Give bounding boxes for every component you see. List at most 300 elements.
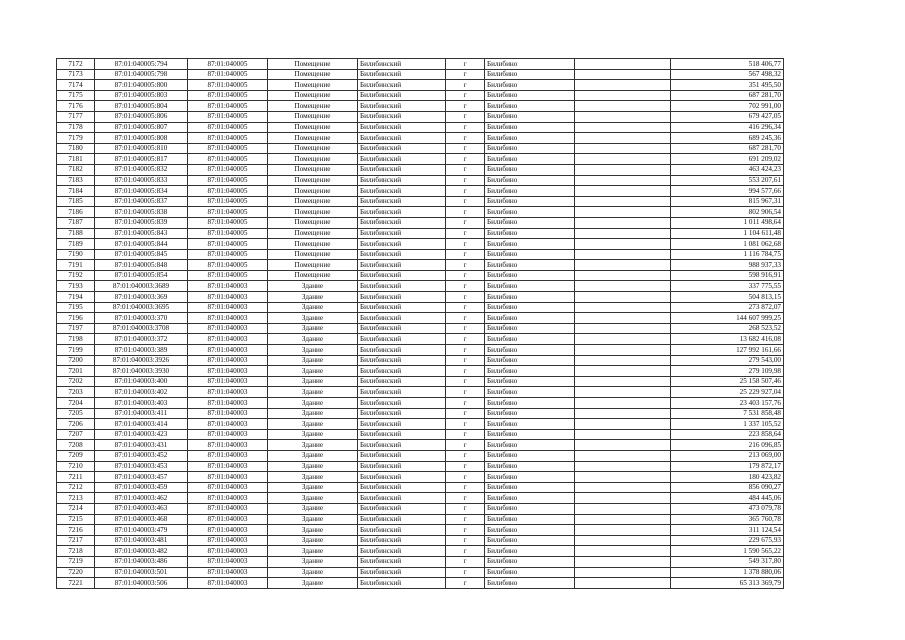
address-cell xyxy=(575,313,671,324)
object-type-cell: Здание xyxy=(268,345,358,356)
address-cell xyxy=(575,270,671,281)
address-cell xyxy=(575,80,671,91)
locality-cell: Билибино xyxy=(485,154,575,165)
address-cell xyxy=(575,578,671,589)
locality-cell: Билибино xyxy=(485,249,575,260)
cadastral-quarter-cell: 87:01:040003 xyxy=(188,323,268,334)
row-number-cell: 7205 xyxy=(57,408,95,419)
table-row xyxy=(57,472,784,483)
row-number-cell: 7179 xyxy=(57,133,95,144)
cadastral-value-cell: 1 378 880,06 xyxy=(671,567,784,578)
address-cell xyxy=(575,546,671,557)
address-cell xyxy=(575,292,671,303)
table-row xyxy=(57,292,784,303)
table-row xyxy=(57,228,784,239)
district-cell: Билибинский xyxy=(358,101,446,112)
locality-cell: Билибино xyxy=(485,90,575,101)
cadastral-number-cell: 87:01:040003:369 xyxy=(95,292,188,303)
address-cell xyxy=(575,493,671,504)
table-row xyxy=(57,281,784,292)
district-cell: Билибинский xyxy=(358,122,446,133)
row-number-cell: 7183 xyxy=(57,175,95,186)
cadastral-number-cell: 87:01:040005:806 xyxy=(95,111,188,122)
district-cell: Билибинский xyxy=(358,376,446,387)
cadastral-number-cell: 87:01:040005:843 xyxy=(95,228,188,239)
locality-type-cell: г xyxy=(446,387,485,398)
cadastral-value-cell: 223 858,64 xyxy=(671,429,784,440)
cadastral-number-cell: 87:01:040005:794 xyxy=(95,59,188,70)
cadastral-quarter-cell: 87:01:040003 xyxy=(188,334,268,345)
locality-cell: Билибино xyxy=(485,525,575,536)
address-cell xyxy=(575,398,671,409)
district-cell: Билибинский xyxy=(358,69,446,80)
table-row xyxy=(57,535,784,546)
cadastral-value-cell: 279 543,00 xyxy=(671,355,784,366)
table-row xyxy=(57,334,784,345)
cadastral-value-cell: 1 590 565,22 xyxy=(671,546,784,557)
object-type-cell: Здание xyxy=(268,514,358,525)
cadastral-value-cell: 279 109,98 xyxy=(671,366,784,377)
locality-type-cell: г xyxy=(446,239,485,250)
cadastral-quarter-cell: 87:01:040005 xyxy=(188,122,268,133)
cadastral-number-cell: 87:01:040003:3689 xyxy=(95,281,188,292)
object-type-cell: Здание xyxy=(268,387,358,398)
row-number-cell: 7212 xyxy=(57,482,95,493)
object-type-cell: Помещение xyxy=(268,111,358,122)
locality-type-cell: г xyxy=(446,578,485,589)
cadastral-value-cell: 687 281,70 xyxy=(671,143,784,154)
locality-type-cell: г xyxy=(446,355,485,366)
locality-type-cell: г xyxy=(446,59,485,70)
locality-cell: Билибино xyxy=(485,556,575,567)
cadastral-number-cell: 87:01:040003:423 xyxy=(95,429,188,440)
row-number-cell: 7214 xyxy=(57,503,95,514)
table-row xyxy=(57,154,784,165)
row-number-cell: 7202 xyxy=(57,376,95,387)
row-number-cell: 7187 xyxy=(57,217,95,228)
table-row xyxy=(57,376,784,387)
locality-type-cell: г xyxy=(446,461,485,472)
cadastral-quarter-cell: 87:01:040005 xyxy=(188,69,268,80)
district-cell: Билибинский xyxy=(358,514,446,525)
document-sheet xyxy=(56,58,783,589)
locality-cell: Билибино xyxy=(485,164,575,175)
row-number-cell: 7195 xyxy=(57,302,95,313)
district-cell: Билибинский xyxy=(358,578,446,589)
cadastral-number-cell: 87:01:040003:3930 xyxy=(95,366,188,377)
address-cell xyxy=(575,175,671,186)
address-cell xyxy=(575,366,671,377)
row-number-cell: 7192 xyxy=(57,270,95,281)
row-number-cell: 7176 xyxy=(57,101,95,112)
cadastral-number-cell: 87:01:040003:431 xyxy=(95,440,188,451)
district-cell: Билибинский xyxy=(358,270,446,281)
cadastral-number-cell: 87:01:040003:482 xyxy=(95,546,188,557)
cadastral-number-cell: 87:01:040003:452 xyxy=(95,450,188,461)
table-row xyxy=(57,440,784,451)
cadastral-quarter-cell: 87:01:040003 xyxy=(188,535,268,546)
locality-type-cell: г xyxy=(446,133,485,144)
locality-cell: Билибино xyxy=(485,398,575,409)
cadastral-quarter-cell: 87:01:040005 xyxy=(188,270,268,281)
cadastral-number-cell: 87:01:040005:837 xyxy=(95,196,188,207)
cadastral-quarter-cell: 87:01:040003 xyxy=(188,281,268,292)
cadastral-value-cell: 691 209,02 xyxy=(671,154,784,165)
object-type-cell: Здание xyxy=(268,398,358,409)
cadastral-value-cell: 268 523,52 xyxy=(671,323,784,334)
cadastral-quarter-cell: 87:01:040003 xyxy=(188,292,268,303)
cadastral-number-cell: 87:01:040005:803 xyxy=(95,90,188,101)
address-cell xyxy=(575,59,671,70)
cadastral-quarter-cell: 87:01:040003 xyxy=(188,503,268,514)
address-cell xyxy=(575,69,671,80)
cadastral-value-cell: 311 124,54 xyxy=(671,525,784,536)
locality-cell: Билибино xyxy=(485,387,575,398)
cadastral-quarter-cell: 87:01:040005 xyxy=(188,111,268,122)
cadastral-quarter-cell: 87:01:040003 xyxy=(188,493,268,504)
cadastral-number-cell: 87:01:040005:834 xyxy=(95,186,188,197)
row-number-cell: 7186 xyxy=(57,207,95,218)
cadastral-value-cell: 549 317,80 xyxy=(671,556,784,567)
row-number-cell: 7190 xyxy=(57,249,95,260)
cadastral-quarter-cell: 87:01:040003 xyxy=(188,387,268,398)
cadastral-value-cell: 802 906,54 xyxy=(671,207,784,218)
district-cell: Билибинский xyxy=(358,323,446,334)
cadastral-number-cell: 87:01:040005:798 xyxy=(95,69,188,80)
locality-cell: Билибино xyxy=(485,133,575,144)
object-type-cell: Помещение xyxy=(268,239,358,250)
locality-cell: Билибино xyxy=(485,207,575,218)
cadastral-quarter-cell: 87:01:040005 xyxy=(188,260,268,271)
cadastral-number-cell: 87:01:040003:402 xyxy=(95,387,188,398)
object-type-cell: Здание xyxy=(268,429,358,440)
cadastral-quarter-cell: 87:01:040003 xyxy=(188,429,268,440)
table-row xyxy=(57,366,784,377)
locality-type-cell: г xyxy=(446,270,485,281)
district-cell: Билибинский xyxy=(358,292,446,303)
table-row xyxy=(57,387,784,398)
cadastral-value-cell: 179 872,17 xyxy=(671,461,784,472)
row-number-cell: 7211 xyxy=(57,472,95,483)
object-type-cell: Здание xyxy=(268,334,358,345)
row-number-cell: 7175 xyxy=(57,90,95,101)
district-cell: Билибинский xyxy=(358,217,446,228)
locality-cell: Билибино xyxy=(485,493,575,504)
table-row xyxy=(57,302,784,313)
cadastral-value-cell: 473 079,78 xyxy=(671,503,784,514)
locality-type-cell: г xyxy=(446,101,485,112)
row-number-cell: 7185 xyxy=(57,196,95,207)
cadastral-number-cell: 87:01:040003:481 xyxy=(95,535,188,546)
table-row xyxy=(57,122,784,133)
object-type-cell: Помещение xyxy=(268,80,358,91)
address-cell xyxy=(575,260,671,271)
locality-cell: Билибино xyxy=(485,345,575,356)
locality-cell: Билибино xyxy=(485,376,575,387)
row-number-cell: 7180 xyxy=(57,143,95,154)
locality-cell: Билибино xyxy=(485,429,575,440)
locality-type-cell: г xyxy=(446,493,485,504)
object-type-cell: Здание xyxy=(268,578,358,589)
cadastral-quarter-cell: 87:01:040005 xyxy=(188,228,268,239)
row-number-cell: 7217 xyxy=(57,535,95,546)
row-number-cell: 7172 xyxy=(57,59,95,70)
object-type-cell: Помещение xyxy=(268,154,358,165)
object-type-cell: Помещение xyxy=(268,249,358,260)
table-row xyxy=(57,578,784,589)
address-cell xyxy=(575,376,671,387)
cadastral-quarter-cell: 87:01:040003 xyxy=(188,461,268,472)
cadastral-quarter-cell: 87:01:040005 xyxy=(188,207,268,218)
cadastral-number-cell: 87:01:040003:3926 xyxy=(95,355,188,366)
table-row xyxy=(57,133,784,144)
address-cell xyxy=(575,450,671,461)
cadastral-number-cell: 87:01:040003:457 xyxy=(95,472,188,483)
object-type-cell: Здание xyxy=(268,313,358,324)
cadastral-quarter-cell: 87:01:040003 xyxy=(188,408,268,419)
cadastral-number-cell: 87:01:040005:817 xyxy=(95,154,188,165)
address-cell xyxy=(575,249,671,260)
address-cell xyxy=(575,419,671,430)
table-row xyxy=(57,217,784,228)
cadastral-number-cell: 87:01:040005:833 xyxy=(95,175,188,186)
cadastral-value-cell: 518 406,77 xyxy=(671,59,784,70)
cadastral-quarter-cell: 87:01:040003 xyxy=(188,525,268,536)
district-cell: Билибинский xyxy=(358,196,446,207)
cadastral-value-cell: 337 775,55 xyxy=(671,281,784,292)
cadastral-value-cell: 553 207,61 xyxy=(671,175,784,186)
district-cell: Билибинский xyxy=(358,366,446,377)
object-type-cell: Здание xyxy=(268,355,358,366)
cadastral-value-cell: 679 427,05 xyxy=(671,111,784,122)
locality-cell: Билибино xyxy=(485,514,575,525)
locality-cell: Билибино xyxy=(485,535,575,546)
locality-type-cell: г xyxy=(446,143,485,154)
object-type-cell: Помещение xyxy=(268,69,358,80)
locality-type-cell: г xyxy=(446,122,485,133)
address-cell xyxy=(575,111,671,122)
locality-type-cell: г xyxy=(446,186,485,197)
locality-cell: Билибино xyxy=(485,111,575,122)
cadastral-number-cell: 87:01:040003:506 xyxy=(95,578,188,589)
cadastral-number-cell: 87:01:040003:403 xyxy=(95,398,188,409)
address-cell xyxy=(575,101,671,112)
cadastral-value-cell: 689 245,36 xyxy=(671,133,784,144)
cadastral-number-cell: 87:01:040003:463 xyxy=(95,503,188,514)
locality-cell: Билибино xyxy=(485,69,575,80)
table-row xyxy=(57,546,784,557)
row-number-cell: 7194 xyxy=(57,292,95,303)
cadastral-number-cell: 87:01:040005:844 xyxy=(95,239,188,250)
locality-type-cell: г xyxy=(446,472,485,483)
district-cell: Билибинский xyxy=(358,80,446,91)
cadastral-value-cell: 23 403 157,76 xyxy=(671,398,784,409)
locality-type-cell: г xyxy=(446,450,485,461)
cadastral-quarter-cell: 87:01:040003 xyxy=(188,578,268,589)
district-cell: Билибинский xyxy=(358,503,446,514)
table-row xyxy=(57,175,784,186)
district-cell: Билибинский xyxy=(358,59,446,70)
cadastral-number-cell: 87:01:040003:400 xyxy=(95,376,188,387)
row-number-cell: 7178 xyxy=(57,122,95,133)
object-type-cell: Здание xyxy=(268,292,358,303)
address-cell xyxy=(575,196,671,207)
row-number-cell: 7213 xyxy=(57,493,95,504)
cadastral-value-cell: 1 081 062,68 xyxy=(671,239,784,250)
table-row xyxy=(57,196,784,207)
row-number-cell: 7207 xyxy=(57,429,95,440)
row-number-cell: 7196 xyxy=(57,313,95,324)
cadastral-value-cell: 1 116 784,75 xyxy=(671,249,784,260)
cadastral-quarter-cell: 87:01:040003 xyxy=(188,398,268,409)
object-type-cell: Помещение xyxy=(268,207,358,218)
locality-type-cell: г xyxy=(446,323,485,334)
cadastral-number-cell: 87:01:040005:807 xyxy=(95,122,188,133)
object-type-cell: Помещение xyxy=(268,133,358,144)
table-row xyxy=(57,186,784,197)
cadastral-value-cell: 13 682 416,08 xyxy=(671,334,784,345)
table-row xyxy=(57,59,784,70)
locality-cell: Билибино xyxy=(485,59,575,70)
object-type-cell: Здание xyxy=(268,546,358,557)
district-cell: Билибинский xyxy=(358,546,446,557)
cadastral-quarter-cell: 87:01:040005 xyxy=(188,217,268,228)
locality-type-cell: г xyxy=(446,154,485,165)
table-row xyxy=(57,90,784,101)
district-cell: Билибинский xyxy=(358,154,446,165)
address-cell xyxy=(575,133,671,144)
object-type-cell: Помещение xyxy=(268,228,358,239)
locality-cell: Билибино xyxy=(485,217,575,228)
cadastral-value-cell: 702 991,00 xyxy=(671,101,784,112)
cadastral-value-cell: 25 229 927,04 xyxy=(671,387,784,398)
cadastral-value-cell: 351 495,50 xyxy=(671,80,784,91)
cadastral-quarter-cell: 87:01:040003 xyxy=(188,514,268,525)
object-type-cell: Здание xyxy=(268,461,358,472)
locality-type-cell: г xyxy=(446,503,485,514)
table-row xyxy=(57,514,784,525)
district-cell: Билибинский xyxy=(358,387,446,398)
cadastral-value-cell: 216 096,85 xyxy=(671,440,784,451)
address-cell xyxy=(575,440,671,451)
cadastral-quarter-cell: 87:01:040005 xyxy=(188,80,268,91)
cadastral-number-cell: 87:01:040003:389 xyxy=(95,345,188,356)
object-type-cell: Здание xyxy=(268,493,358,504)
row-number-cell: 7208 xyxy=(57,440,95,451)
cadastral-quarter-cell: 87:01:040005 xyxy=(188,164,268,175)
district-cell: Билибинский xyxy=(358,143,446,154)
row-number-cell: 7184 xyxy=(57,186,95,197)
row-number-cell: 7219 xyxy=(57,556,95,567)
locality-type-cell: г xyxy=(446,80,485,91)
object-type-cell: Помещение xyxy=(268,59,358,70)
table-row xyxy=(57,111,784,122)
row-number-cell: 7209 xyxy=(57,450,95,461)
locality-cell: Билибино xyxy=(485,546,575,557)
locality-cell: Билибино xyxy=(485,122,575,133)
district-cell: Билибинский xyxy=(358,482,446,493)
table-row xyxy=(57,482,784,493)
row-number-cell: 7198 xyxy=(57,334,95,345)
cadastral-number-cell: 87:01:040005:808 xyxy=(95,133,188,144)
address-cell xyxy=(575,90,671,101)
district-cell: Билибинский xyxy=(358,175,446,186)
address-cell xyxy=(575,429,671,440)
locality-cell: Билибино xyxy=(485,260,575,271)
locality-type-cell: г xyxy=(446,164,485,175)
address-cell xyxy=(575,514,671,525)
locality-type-cell: г xyxy=(446,567,485,578)
address-cell xyxy=(575,556,671,567)
address-cell xyxy=(575,355,671,366)
object-type-cell: Помещение xyxy=(268,270,358,281)
row-number-cell: 7201 xyxy=(57,366,95,377)
locality-cell: Билибино xyxy=(485,503,575,514)
district-cell: Билибинский xyxy=(358,334,446,345)
cadastral-number-cell: 87:01:040005:838 xyxy=(95,207,188,218)
district-cell: Билибинский xyxy=(358,398,446,409)
cadastral-value-cell: 1 104 611,48 xyxy=(671,228,784,239)
row-number-cell: 7199 xyxy=(57,345,95,356)
district-cell: Билибинский xyxy=(358,228,446,239)
object-type-cell: Здание xyxy=(268,376,358,387)
address-cell xyxy=(575,122,671,133)
address-cell xyxy=(575,525,671,536)
cadastral-value-cell: 365 760,78 xyxy=(671,514,784,525)
district-cell: Билибинский xyxy=(358,535,446,546)
table-row xyxy=(57,101,784,112)
table-row xyxy=(57,419,784,430)
address-cell xyxy=(575,186,671,197)
locality-type-cell: г xyxy=(446,292,485,303)
locality-cell: Билибино xyxy=(485,292,575,303)
table-row xyxy=(57,323,784,334)
address-cell xyxy=(575,567,671,578)
locality-type-cell: г xyxy=(446,260,485,271)
cadastral-quarter-cell: 87:01:040003 xyxy=(188,376,268,387)
row-number-cell: 7215 xyxy=(57,514,95,525)
locality-type-cell: г xyxy=(446,249,485,260)
locality-cell: Билибино xyxy=(485,419,575,430)
locality-cell: Билибино xyxy=(485,567,575,578)
table-row xyxy=(57,450,784,461)
object-type-cell: Помещение xyxy=(268,122,358,133)
locality-type-cell: г xyxy=(446,376,485,387)
locality-cell: Билибино xyxy=(485,450,575,461)
cadastral-number-cell: 87:01:040003:372 xyxy=(95,334,188,345)
cadastral-quarter-cell: 87:01:040003 xyxy=(188,546,268,557)
row-number-cell: 7174 xyxy=(57,80,95,91)
cadastral-quarter-cell: 87:01:040003 xyxy=(188,345,268,356)
cadastral-quarter-cell: 87:01:040003 xyxy=(188,419,268,430)
table-row xyxy=(57,503,784,514)
object-type-cell: Помещение xyxy=(268,164,358,175)
locality-cell: Билибино xyxy=(485,143,575,154)
cadastral-value-cell: 687 281,70 xyxy=(671,90,784,101)
row-number-cell: 7200 xyxy=(57,355,95,366)
cadastral-number-cell: 87:01:040005:832 xyxy=(95,164,188,175)
object-type-cell: Помещение xyxy=(268,175,358,186)
locality-cell: Билибино xyxy=(485,281,575,292)
locality-cell: Билибино xyxy=(485,302,575,313)
locality-type-cell: г xyxy=(446,334,485,345)
address-cell xyxy=(575,143,671,154)
row-number-cell: 7203 xyxy=(57,387,95,398)
table-row xyxy=(57,355,784,366)
locality-type-cell: г xyxy=(446,111,485,122)
cadastral-number-cell: 87:01:040003:3708 xyxy=(95,323,188,334)
table-row xyxy=(57,313,784,324)
